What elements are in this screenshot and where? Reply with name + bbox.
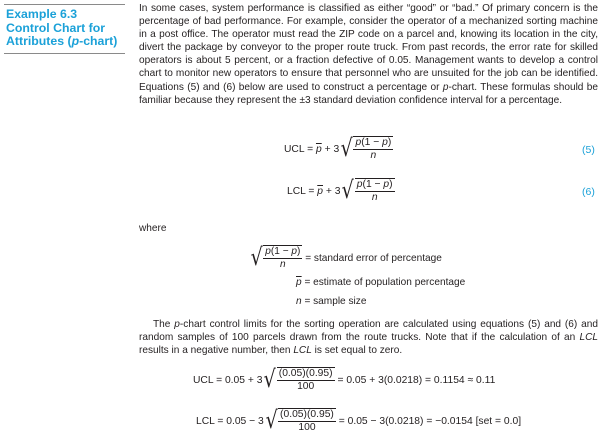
- sqrt-icon: √: [263, 365, 277, 393]
- definition-standard-error: √ $\frac{p(1 - \overline{p})}{n}$ = standard error of percentage: [250, 243, 442, 271]
- example-title-line: Attributes (p-chart): [6, 34, 118, 49]
- sqrt-icon: √: [265, 406, 278, 434]
- sqrt-icon: √: [340, 134, 353, 162]
- lcl-calculation: LCL = 0.05 − 3 √ $\frac{(0.05)(0.95)}{100}$ = 0.05 − 3(0.0218) = −0.0154 [set = 0.0]: [196, 406, 522, 434]
- lcl-formula: LCL = $\overline{p}$ + 3 √ $\frac{p(1 - \overline{p})}{n}$: [287, 176, 393, 204]
- sqrt-icon: √: [250, 243, 263, 271]
- closing-paragraph: The p-chart control limits for the sorting operation are calculated using equations (5) and (6) and random samples of 100 parcels drawn from the route trucks. Note that if the calculation of an LCL results in a negative number, then LCL is set equal to zero.: [139, 319, 599, 357]
- sqrt-icon: √: [342, 176, 355, 204]
- example-title-line: Control Chart for: [6, 20, 106, 35]
- ucl-calculation: UCL = 0.05 + 3 √ $\frac{(0.05)(0.95)}{100}$ = 0.05 + 3(0.0218) = 0.1154 ≈ 0.11: [193, 365, 496, 393]
- definition-pbar: $\overline{p}$ = estimate of population percentage: [296, 277, 466, 288]
- equation-number-5: (5): [582, 144, 595, 156]
- where-label: where: [139, 223, 167, 234]
- intro-paragraph: In some cases, system performance is classified as either “good” or “bad.” Of primary concern is the percentage of bad performance. For example, consider the operator of a mechanized sorting machine in a post office. The operator must read the ZIP code on a parcel and, knowing its location in the city, divert the package by conveyor to the proper route truck. From past records, the error rate for skilled operators is about 5 percent, or a fraction defective of 0.05. Management wants to develop a control chart to monitor new operators to ensure that personnel who are unsuited for the job can be identified. Equations (5) and (6) below are used to construct a percentage or p-chart. These formulas should be familiar because they represent the ±3 standard deviation confidence interval for a percentage.: [139, 3, 598, 106]
- equation-number-6: (6): [582, 186, 595, 198]
- example-number: Example 6.3: [6, 7, 78, 21]
- example-heading-box: [4, 4, 125, 54]
- definition-n: n = sample size: [296, 296, 367, 307]
- ucl-formula: UCL = $\overline{p}$ + 3 √ $\frac{p(1 - \overline{p})}{n}$: [284, 134, 392, 162]
